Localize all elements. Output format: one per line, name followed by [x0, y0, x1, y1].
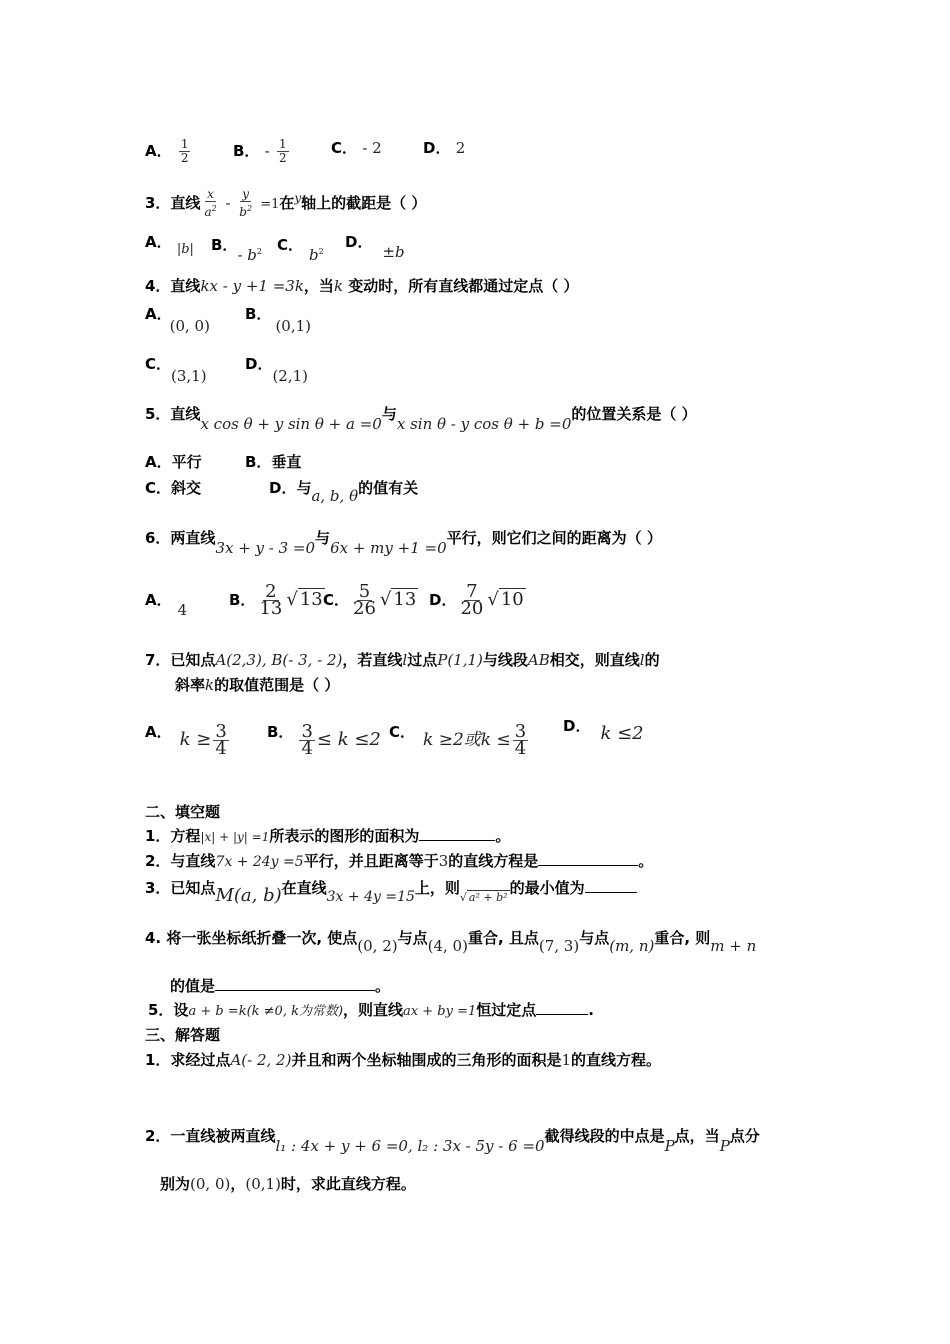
text: 与点: [397, 929, 428, 947]
q6-option-c: C． $\frac{5}{26}$ √ 13: [323, 581, 417, 619]
q4-option-d: [245, 354, 309, 385]
section-solve-heading: 三、解答题: [145, 1026, 221, 1044]
inequality: ≤ k ≤2: [316, 729, 381, 750]
text: 重合, 则: [654, 929, 711, 947]
option-label: D．: [429, 591, 457, 609]
denominator: 2: [278, 151, 287, 165]
text: 恒过定点: [476, 1001, 537, 1019]
q6-option-a: [145, 590, 188, 619]
equation: ax + by =1: [403, 1004, 477, 1019]
option-label: B．: [267, 723, 294, 741]
option-value: - 2: [362, 139, 382, 157]
q2-option-b: [233, 138, 291, 165]
numerator: y: [242, 187, 250, 201]
minus-sign: -: [220, 194, 236, 212]
numerator: 1: [180, 137, 189, 151]
q4-option-c: [145, 354, 207, 385]
text: 4. 将一张坐标纸折叠一次, 使点: [145, 929, 358, 947]
option-label: C．: [323, 591, 350, 609]
q2-option-d: [423, 138, 465, 158]
denominator: 4: [301, 738, 313, 759]
question-7: [145, 650, 660, 670]
equation: 7x + 24y =5: [215, 854, 304, 870]
numerator: 2: [265, 581, 277, 602]
expression: m + n: [710, 937, 757, 955]
option-value: (3,1): [171, 367, 207, 385]
equation-1: 3x + y - 3 =0: [215, 539, 316, 557]
numerator: x: [207, 187, 214, 201]
point-3: (7, 3): [538, 937, 580, 955]
denominator: [237, 202, 254, 219]
solve-2-line2: [160, 1174, 416, 1194]
fraction: [179, 138, 191, 165]
option-label: A．: [145, 723, 172, 741]
numerator: 3: [301, 721, 313, 742]
fraction: [213, 721, 228, 759]
text: 过点: [407, 651, 438, 669]
exponent: 2: [256, 247, 262, 256]
point-2: (0,1): [245, 1175, 281, 1193]
point-1: (0, 2): [357, 937, 398, 955]
text: 斜率: [175, 676, 206, 694]
text: 上，则: [414, 879, 460, 897]
text: 5．设: [148, 1001, 189, 1019]
option-value: (0, 0): [169, 317, 210, 335]
var-k: k: [333, 277, 344, 295]
text: 点，当: [674, 1127, 720, 1145]
text: 3．已知点: [145, 879, 216, 897]
equation: kx - y +1 =3k: [200, 277, 304, 295]
fill-1: [145, 826, 510, 847]
q5-option-d: [269, 478, 419, 505]
option-label: B．: [229, 591, 256, 609]
blank[interactable]: [585, 878, 637, 893]
question-6: [145, 528, 662, 557]
exponent: 2: [211, 204, 217, 213]
text: ，则直线: [343, 1001, 404, 1019]
exponent: 2: [318, 247, 324, 256]
equation-1: x cos θ + y sin θ + a =0: [200, 415, 382, 433]
numerator: 5: [358, 581, 371, 602]
option-label: C．: [331, 139, 358, 157]
text: 的: [644, 651, 660, 669]
text: 变动时，所有直线都通过定点（ ）: [343, 277, 579, 295]
point-p: P(1,1): [437, 651, 483, 669]
option-value: 4: [177, 601, 188, 619]
option-label: C．: [145, 355, 172, 373]
denominator: 4: [215, 738, 227, 759]
text: 并且和两个坐标轴围成的三角形的面积是: [291, 1051, 562, 1069]
fill-2: [145, 851, 653, 872]
point-a: A(- 2, 2): [230, 1051, 292, 1069]
text: ，: [230, 1175, 246, 1193]
equation-2: 6x + my +1 =0: [330, 539, 447, 557]
q6-option-b: B． $\frac{2}{13}$ √ 13: [229, 581, 323, 619]
fraction: [257, 581, 284, 619]
option-label: A．: [145, 305, 172, 323]
section-fill-heading: 二、填空题: [145, 803, 221, 821]
denominator: 13: [259, 598, 283, 619]
question-5: [145, 404, 697, 433]
text: 与: [315, 529, 331, 547]
blank[interactable]: [215, 976, 375, 991]
text: 所表示的图形的面积为: [269, 827, 420, 845]
q3-option-b: [211, 232, 262, 264]
point-p: P: [719, 1137, 730, 1155]
text: 。: [375, 977, 391, 995]
q7-option-d: [563, 716, 644, 744]
option-label: D．与: [269, 479, 312, 497]
points: A(2,3), B(- 3, - 2): [215, 651, 343, 669]
solve-1: [145, 1050, 661, 1070]
fraction-y-b2: [237, 188, 254, 219]
radicand: a² + b²: [468, 891, 508, 904]
text: 与: [381, 405, 397, 423]
text: 相交，则直线: [549, 651, 640, 669]
text: 的取值范围是（ ）: [214, 676, 340, 694]
q7-option-c: [389, 716, 530, 759]
text: 的直线方程。: [571, 1051, 662, 1069]
question-number: 4．直线: [145, 277, 201, 295]
option-value: - b: [237, 246, 257, 264]
var-y: y: [294, 191, 302, 205]
equation: a + b =k(k ≠0, k为常数): [188, 1004, 344, 1019]
blank[interactable]: [419, 826, 495, 841]
equation: |x| + |y| =1: [200, 830, 270, 844]
text: 。: [638, 852, 654, 870]
option-label: D．: [563, 717, 591, 735]
numerator: 3: [215, 721, 227, 742]
q3-option-a: [145, 232, 194, 257]
solve-2: [145, 1126, 760, 1155]
q5-option-c: C．斜交: [145, 479, 202, 497]
q2-option-a: [145, 138, 192, 165]
option-label: D．: [245, 355, 273, 373]
q5-option-b: B．垂直: [245, 453, 302, 471]
text: 2．一直线被两直线: [145, 1127, 276, 1145]
option-label: D．: [423, 139, 451, 157]
fraction: [277, 138, 289, 165]
denominator: 20: [460, 598, 484, 619]
fraction: [299, 721, 314, 759]
inequality: k ≥: [179, 729, 212, 750]
option-label: A．: [145, 233, 172, 251]
option-label: A．: [145, 142, 172, 160]
option-label: B．: [245, 305, 272, 323]
fill-5: [148, 1000, 594, 1022]
question-7-line2: [175, 675, 339, 695]
text: 1．方程: [145, 827, 201, 845]
option-label: D．: [345, 233, 373, 251]
var-l: l: [639, 651, 645, 669]
option-label: C．: [277, 236, 304, 254]
text: 与线段: [482, 651, 528, 669]
point-p: P: [664, 1137, 675, 1155]
text: 1．求经过点: [145, 1051, 231, 1069]
text: 。: [495, 827, 511, 845]
fill-3: 3．已知点M(a, b)在直线3x + 4y =15上，则$_{√ a^2 + b^2}$的最小值为: [145, 878, 637, 900]
text: 的值是: [170, 977, 216, 995]
var-k: k: [205, 676, 215, 694]
question-4: [145, 276, 578, 296]
text: 的位置关系是（ ）: [571, 405, 697, 423]
text: ，当: [303, 277, 334, 295]
option-value: k ≤2: [600, 723, 644, 744]
option-value: b: [309, 246, 319, 264]
question-3: [145, 188, 426, 219]
segment-ab: AB: [527, 651, 550, 669]
option-value: (0,1): [275, 317, 311, 335]
text: 2．与直线: [145, 852, 216, 870]
text: 的直线方程是: [448, 852, 539, 870]
option-label: B．: [211, 236, 238, 254]
option-vars: a, b, θ: [311, 487, 359, 505]
q7-option-a: [145, 716, 231, 759]
fraction: [458, 581, 485, 619]
text: 的值有关: [358, 479, 419, 497]
point-1: (0, 0): [190, 1175, 231, 1193]
text: 轴上的截距是（ ）: [301, 194, 427, 212]
question-number: 3．直线: [145, 194, 201, 212]
question-number: 5．直线: [145, 405, 201, 423]
text: 截得线段的中点是: [544, 1127, 665, 1145]
q5-option-a: A．平行: [145, 453, 202, 471]
option-label: B．: [233, 142, 260, 160]
q6-option-d: D． $\frac{7}{20}$ √ 10: [429, 581, 524, 619]
minus-sign: -: [264, 142, 270, 160]
q3-option-c: [277, 232, 324, 264]
numerator: 7: [466, 581, 478, 602]
denominator: 26: [353, 598, 376, 619]
radicand: 13: [393, 589, 417, 610]
var-l: l: [402, 651, 408, 669]
var-a: a: [204, 205, 212, 219]
var-b: b: [239, 205, 247, 219]
text: 平行，并且距离等于: [303, 852, 439, 870]
equation: 3x + 4y =15: [326, 889, 415, 905]
option-value: (2,1): [272, 367, 309, 385]
option-value: ±b: [382, 243, 405, 261]
fraction: [513, 721, 528, 759]
number: 1: [561, 1051, 572, 1069]
text: 在: [279, 194, 295, 212]
fraction-x-a2: [202, 188, 218, 219]
denominator: [202, 202, 218, 219]
radicand: 13: [299, 589, 323, 610]
text: 在直线: [281, 879, 327, 897]
q7-option-b: [267, 716, 381, 759]
inequality: k ≥2或k ≤: [423, 730, 511, 750]
radicand: 10: [500, 589, 524, 610]
text: 时，求此直线方程。: [280, 1175, 416, 1193]
denominator: 4: [514, 738, 527, 759]
equals-one: =1: [256, 197, 280, 212]
question-number: 7．已知点: [145, 651, 216, 669]
option-value: |b|: [176, 242, 194, 257]
q3-option-d: [345, 232, 405, 261]
number: 3: [438, 852, 449, 870]
q2-option-c: [331, 138, 382, 158]
text: 别为: [160, 1175, 191, 1193]
point-4: (m, n): [609, 937, 655, 955]
fraction: [351, 581, 378, 619]
denominator: 2: [180, 151, 189, 165]
blank[interactable]: [538, 851, 638, 866]
point-2: (4, 0): [427, 937, 468, 955]
exponent: 2: [246, 204, 253, 213]
fill-4-line2: [170, 976, 390, 996]
q4-option-b: [245, 304, 311, 335]
q4-option-a: [145, 304, 210, 335]
fill-4: [145, 928, 757, 955]
point-m: M(a, b): [215, 885, 282, 906]
question-number: 6．两直线: [145, 529, 216, 547]
equations: l₁ : 4x + y + 6 =0, l₂ : 3x - 5y - 6 =0: [275, 1137, 545, 1155]
option-label: C．: [389, 723, 416, 741]
text: ，若直线: [342, 651, 403, 669]
numerator: 3: [514, 721, 527, 742]
text: 与点: [579, 929, 610, 947]
numerator: 1: [278, 137, 287, 151]
text: 点分: [729, 1127, 760, 1145]
option-label: A．: [145, 591, 172, 609]
text: .: [588, 1001, 594, 1019]
equation-2: x sin θ - y cos θ + b =0: [396, 415, 572, 433]
blank[interactable]: [536, 1000, 588, 1015]
text: 平行，则它们之间的距离为（ ）: [446, 529, 662, 547]
text: 的最小值为: [509, 879, 585, 897]
option-value: 2: [455, 139, 466, 157]
text: 重合, 且点: [467, 929, 539, 947]
